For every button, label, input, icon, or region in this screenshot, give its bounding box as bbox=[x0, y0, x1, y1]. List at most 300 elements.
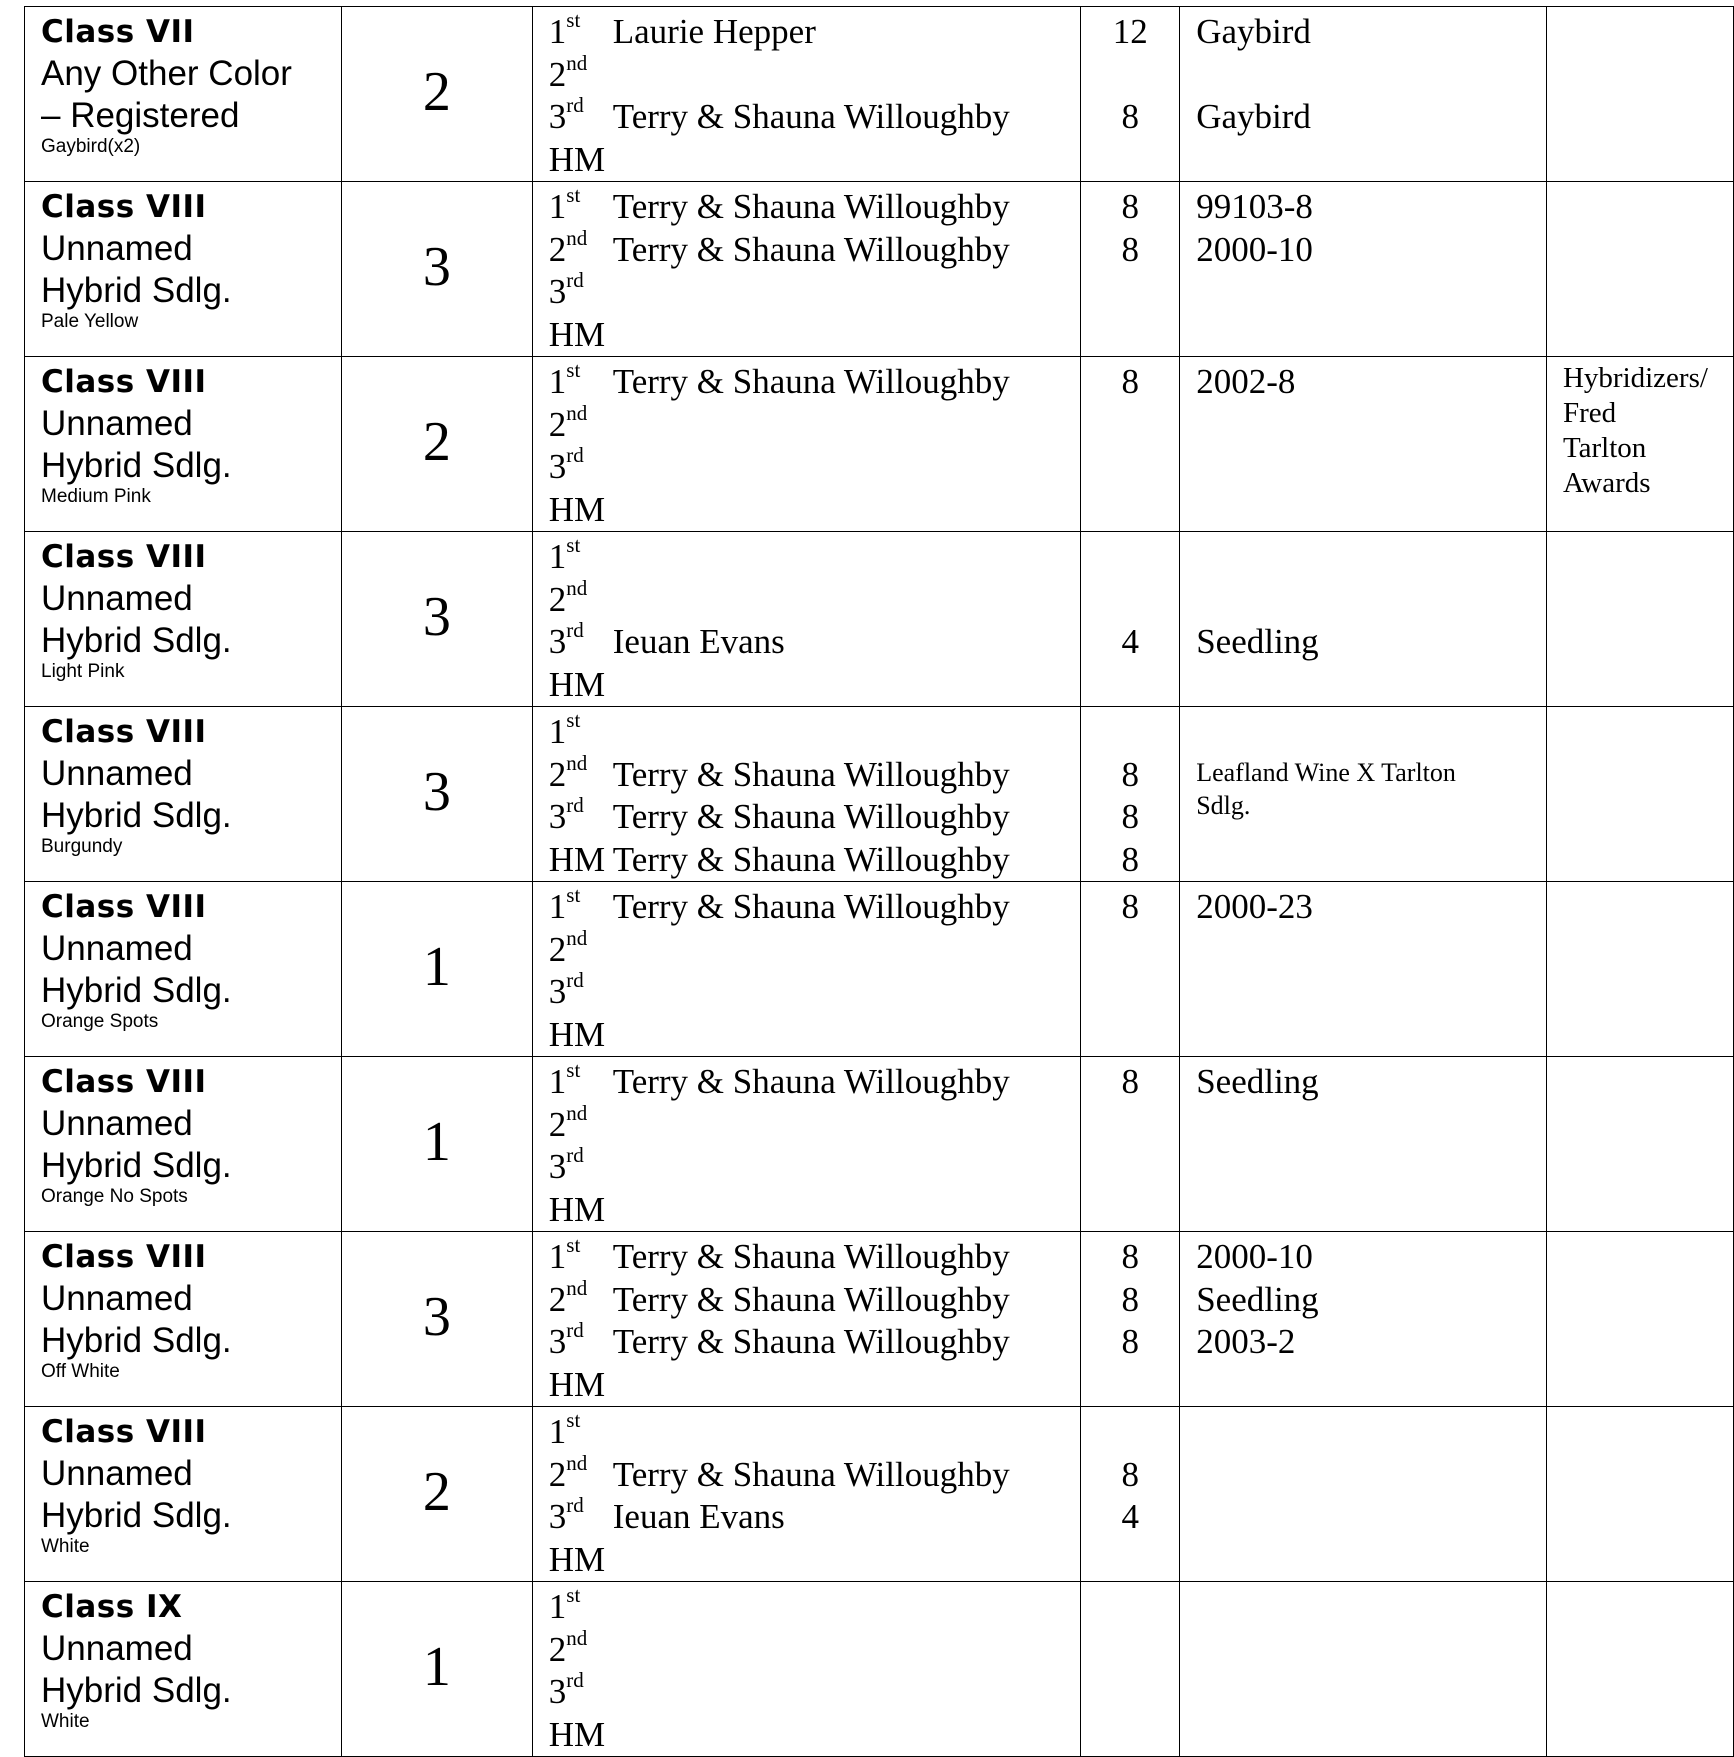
placing-suffix: nd bbox=[566, 1100, 588, 1125]
placing-line bbox=[548, 925, 1081, 972]
placing-ordinal bbox=[548, 968, 613, 1014]
points-value bbox=[1081, 1586, 1179, 1629]
placing-number: HM bbox=[548, 1189, 606, 1229]
variety-name bbox=[1196, 1586, 1546, 1629]
points-value: 4 bbox=[1121, 1497, 1139, 1536]
placing-number: 1 bbox=[548, 1587, 567, 1626]
placings-cell bbox=[532, 1582, 1081, 1757]
points-value bbox=[1081, 1189, 1179, 1232]
points-value: 8 bbox=[1121, 1237, 1139, 1276]
class-cell bbox=[25, 357, 342, 532]
exhibitor-name: Terry & Shauna Willoughby bbox=[612, 754, 1010, 794]
variety-list bbox=[1180, 1057, 1546, 1231]
placing-ordinal bbox=[548, 1450, 613, 1497]
table-row bbox=[25, 1582, 1734, 1757]
notes-list bbox=[1547, 182, 1733, 186]
class-subtitle: Gaybird(x2) bbox=[41, 136, 141, 157]
class-category-line: Unnamed bbox=[41, 929, 193, 968]
class-category-line: Any Other Color bbox=[41, 54, 292, 93]
placing-number: 1 bbox=[548, 1062, 567, 1101]
class-title: Class VIII bbox=[41, 189, 207, 225]
placing-line bbox=[549, 1014, 1081, 1057]
class-title: Class VIII bbox=[41, 714, 207, 750]
placing-suffix: rd bbox=[566, 968, 584, 992]
points-value bbox=[1081, 139, 1179, 182]
placing-suffix: rd bbox=[566, 1668, 584, 1692]
placing-line bbox=[548, 1275, 1081, 1322]
points-value bbox=[1081, 54, 1179, 97]
notes-list bbox=[1547, 707, 1733, 711]
placing-ordinal bbox=[549, 489, 613, 532]
class-title: Class IX bbox=[41, 1589, 183, 1625]
placing-number: HM bbox=[548, 139, 606, 179]
notes-list bbox=[1547, 882, 1733, 886]
entry-count: 2 bbox=[422, 61, 451, 123]
class-cell bbox=[25, 1232, 342, 1407]
placing-number: HM bbox=[548, 664, 606, 704]
placing-number: 1 bbox=[548, 712, 567, 751]
entry-count: 2 bbox=[422, 411, 451, 473]
class-title: Class VIII bbox=[41, 364, 207, 400]
placing-line bbox=[548, 1143, 1081, 1189]
placings-list bbox=[533, 182, 1081, 356]
table-row bbox=[25, 532, 1734, 707]
placing-ordinal bbox=[548, 8, 613, 54]
placing-line bbox=[548, 93, 1081, 139]
placing-suffix: rd bbox=[566, 1318, 584, 1342]
points-cell bbox=[1081, 707, 1180, 882]
placing-ordinal bbox=[549, 1539, 613, 1582]
class-subtitle: Burgundy bbox=[41, 836, 123, 857]
placing-ordinal bbox=[548, 225, 613, 272]
placing-number: 3 bbox=[548, 1147, 567, 1186]
placing-ordinal bbox=[549, 314, 613, 357]
placing-ordinal bbox=[548, 1143, 613, 1189]
placing-number: 1 bbox=[548, 12, 567, 51]
class-cell bbox=[25, 707, 342, 882]
placings-cell bbox=[532, 357, 1081, 532]
class-category-line: Unnamed bbox=[41, 1104, 193, 1143]
placing-suffix: nd bbox=[566, 1625, 588, 1650]
exhibitor-name: Terry & Shauna Willoughby bbox=[612, 839, 1010, 879]
placing-suffix: st bbox=[566, 708, 581, 732]
points-value bbox=[1081, 929, 1179, 972]
placing-suffix: st bbox=[566, 533, 581, 557]
placing-ordinal bbox=[548, 708, 613, 754]
entry-count-cell bbox=[341, 182, 532, 357]
variety-cell bbox=[1180, 182, 1547, 357]
notes-cell bbox=[1546, 182, 1733, 357]
placing-suffix: rd bbox=[566, 268, 584, 292]
class-subtitle: White bbox=[41, 1711, 90, 1732]
variety-name: Seedling bbox=[1196, 1279, 1319, 1319]
results-table bbox=[24, 6, 1734, 1757]
exhibitor-name: Laurie Hepper bbox=[612, 12, 816, 51]
class-cell bbox=[25, 182, 342, 357]
points-value bbox=[1081, 1714, 1179, 1757]
placing-line bbox=[548, 1318, 1081, 1364]
placing-line bbox=[548, 883, 1081, 929]
placing-ordinal bbox=[548, 183, 613, 229]
entry-count: 3 bbox=[422, 761, 451, 823]
placings-cell bbox=[532, 7, 1081, 182]
placing-line bbox=[548, 183, 1081, 229]
placing-line bbox=[548, 575, 1081, 622]
exhibitor-name: Terry & Shauna Willoughby bbox=[612, 187, 1010, 226]
placing-line bbox=[548, 1668, 1081, 1714]
notes-list bbox=[1547, 357, 1733, 501]
variety-name bbox=[1196, 1411, 1546, 1454]
variety-name: 99103-8 bbox=[1196, 187, 1313, 226]
class-category-line: Unnamed bbox=[41, 579, 193, 618]
placing-number: 3 bbox=[548, 622, 567, 661]
points-value: 8 bbox=[1121, 362, 1139, 401]
placing-ordinal bbox=[548, 793, 613, 839]
entry-count-cell bbox=[341, 7, 532, 182]
class-cell bbox=[25, 7, 342, 182]
variety-list bbox=[1180, 357, 1546, 531]
notes-list bbox=[1547, 1407, 1733, 1411]
entry-count: 3 bbox=[422, 236, 451, 298]
variety-note-line: Leafland Wine X Tarlton bbox=[1196, 758, 1456, 787]
variety-name bbox=[1196, 489, 1546, 532]
placing-suffix: rd bbox=[566, 443, 584, 467]
placing-suffix: nd bbox=[566, 225, 588, 250]
placing-number: 2 bbox=[548, 1454, 567, 1494]
placing-number: HM bbox=[548, 1539, 606, 1579]
placing-number: HM bbox=[548, 1014, 606, 1054]
placing-number: 2 bbox=[548, 929, 567, 969]
notes-list bbox=[1547, 532, 1733, 536]
points-value bbox=[1081, 1014, 1179, 1057]
points-value: 8 bbox=[1121, 1454, 1139, 1494]
table-row bbox=[25, 1232, 1734, 1407]
variety-name: Seedling bbox=[1196, 622, 1319, 661]
notes-list bbox=[1547, 1582, 1733, 1586]
points-list bbox=[1081, 7, 1179, 181]
placing-ordinal bbox=[548, 618, 613, 664]
placing-ordinal bbox=[548, 575, 613, 622]
placing-ordinal bbox=[548, 1625, 613, 1672]
points-value bbox=[1081, 314, 1179, 357]
entry-count: 1 bbox=[422, 1636, 451, 1698]
points-value bbox=[1081, 404, 1179, 447]
points-value: 8 bbox=[1121, 1062, 1139, 1101]
placing-suffix: nd bbox=[566, 925, 588, 950]
class-cell bbox=[25, 1057, 342, 1232]
variety-note-line: Sdlg. bbox=[1196, 791, 1251, 820]
variety-list bbox=[1180, 7, 1546, 181]
placings-list bbox=[533, 1407, 1081, 1581]
placing-line bbox=[548, 358, 1081, 404]
table-row bbox=[25, 1407, 1734, 1582]
variety-list bbox=[1180, 532, 1546, 706]
placing-ordinal bbox=[548, 268, 613, 314]
placings-list bbox=[533, 1232, 1081, 1406]
placing-number: 3 bbox=[548, 97, 567, 136]
variety-name bbox=[1196, 139, 1546, 182]
points-value: 8 bbox=[1121, 887, 1139, 926]
points-list bbox=[1081, 1407, 1179, 1581]
variety-list bbox=[1180, 1407, 1546, 1581]
variety-name: Gaybird bbox=[1196, 12, 1311, 51]
class-cell bbox=[25, 532, 342, 707]
placings-list bbox=[533, 357, 1081, 531]
placings-list bbox=[533, 1057, 1081, 1231]
placing-line bbox=[548, 708, 1081, 754]
placing-suffix: st bbox=[566, 1583, 581, 1607]
class-category-line: Hybrid Sdlg. bbox=[41, 1496, 232, 1535]
placing-suffix: st bbox=[566, 883, 581, 907]
variety-cell bbox=[1180, 357, 1547, 532]
class-category-line: Hybrid Sdlg. bbox=[41, 971, 232, 1010]
points-list bbox=[1081, 1057, 1179, 1231]
placing-line bbox=[548, 400, 1081, 447]
variety-name bbox=[1196, 271, 1546, 314]
exhibitor-name: Ieuan Evans bbox=[612, 1497, 785, 1536]
placing-line bbox=[549, 489, 1081, 532]
points-list bbox=[1081, 1232, 1179, 1406]
placing-line bbox=[549, 314, 1081, 357]
placing-suffix: st bbox=[566, 8, 581, 32]
note-line: Hybridizers/ bbox=[1562, 362, 1708, 394]
placing-line bbox=[548, 225, 1081, 272]
class-cell bbox=[25, 1582, 342, 1757]
placings-list bbox=[533, 532, 1081, 706]
placing-line bbox=[549, 1539, 1081, 1582]
placing-ordinal bbox=[549, 139, 613, 182]
entry-count-cell bbox=[341, 707, 532, 882]
placing-ordinal bbox=[548, 925, 613, 972]
variety-cell bbox=[1180, 882, 1547, 1057]
notes-cell bbox=[1546, 1407, 1733, 1582]
variety-name bbox=[1196, 1146, 1546, 1189]
variety-name bbox=[1196, 1496, 1546, 1539]
placing-line bbox=[548, 793, 1081, 839]
placings-list bbox=[533, 707, 1081, 881]
placing-ordinal bbox=[548, 1408, 613, 1454]
points-list bbox=[1081, 532, 1179, 706]
exhibitor-name: Terry & Shauna Willoughby bbox=[612, 1322, 1010, 1361]
points-value bbox=[1081, 271, 1179, 314]
placing-suffix: st bbox=[566, 1408, 581, 1432]
placing-ordinal bbox=[549, 1014, 613, 1057]
variety-name: 2002-8 bbox=[1196, 362, 1296, 401]
exhibitor-name: Terry & Shauna Willoughby bbox=[612, 797, 1010, 836]
placing-ordinal bbox=[548, 1275, 613, 1322]
placing-ordinal bbox=[549, 664, 613, 707]
points-value bbox=[1081, 536, 1179, 579]
placing-line bbox=[549, 1189, 1081, 1232]
placings-cell bbox=[532, 707, 1081, 882]
variety-name: 2000-10 bbox=[1196, 229, 1313, 269]
points-cell bbox=[1081, 357, 1180, 532]
points-value: 8 bbox=[1121, 229, 1139, 269]
points-value bbox=[1081, 664, 1179, 707]
placing-line bbox=[548, 1493, 1081, 1539]
placing-line bbox=[548, 8, 1081, 54]
placing-ordinal bbox=[548, 443, 613, 489]
placing-line bbox=[548, 618, 1081, 664]
notes-cell bbox=[1546, 707, 1733, 882]
variety-name bbox=[1196, 1629, 1546, 1672]
variety-cell bbox=[1180, 532, 1547, 707]
notes-cell bbox=[1546, 1057, 1733, 1232]
class-title: Class VIII bbox=[41, 889, 207, 925]
points-cell bbox=[1081, 1057, 1180, 1232]
points-value: 8 bbox=[1121, 797, 1139, 836]
variety-list bbox=[1180, 1232, 1546, 1406]
placing-ordinal bbox=[548, 750, 613, 797]
variety-list bbox=[1180, 182, 1546, 356]
placing-suffix: st bbox=[566, 1058, 581, 1082]
placing-line bbox=[548, 1408, 1081, 1454]
points-list bbox=[1081, 1582, 1179, 1756]
placing-suffix: rd bbox=[566, 793, 584, 817]
placing-suffix: st bbox=[566, 183, 581, 207]
class-category-line: Unnamed bbox=[41, 754, 193, 793]
placing-number: 1 bbox=[548, 1237, 567, 1276]
exhibitor-name: Terry & Shauna Willoughby bbox=[612, 97, 1010, 136]
variety-cell bbox=[1180, 707, 1547, 882]
notes-cell bbox=[1546, 1582, 1733, 1757]
points-value bbox=[1081, 1104, 1179, 1147]
class-category-line: Hybrid Sdlg. bbox=[41, 271, 232, 310]
variety-name: 2000-23 bbox=[1196, 887, 1313, 926]
points-cell bbox=[1081, 1582, 1180, 1757]
class-category-line: Hybrid Sdlg. bbox=[41, 1146, 232, 1185]
placing-line bbox=[549, 139, 1081, 182]
exhibitor-name: Terry & Shauna Willoughby bbox=[612, 362, 1010, 401]
note-line: Fred bbox=[1562, 397, 1617, 429]
points-list bbox=[1081, 182, 1179, 356]
variety-name bbox=[1196, 1454, 1546, 1497]
points-list bbox=[1081, 882, 1179, 1056]
table-row bbox=[25, 707, 1734, 882]
placing-number: 3 bbox=[548, 1672, 567, 1711]
points-cell bbox=[1081, 182, 1180, 357]
placing-number: 3 bbox=[548, 1322, 567, 1361]
class-category-line: Unnamed bbox=[41, 229, 193, 268]
placing-ordinal bbox=[548, 533, 613, 579]
table-row bbox=[25, 182, 1734, 357]
class-category-line: Hybrid Sdlg. bbox=[41, 1321, 232, 1360]
placing-number: 3 bbox=[548, 272, 567, 311]
placing-suffix: rd bbox=[566, 1143, 584, 1167]
exhibitor-name: Terry & Shauna Willoughby bbox=[612, 887, 1010, 926]
variety-name bbox=[1196, 664, 1546, 707]
class-subtitle: Light Pink bbox=[41, 661, 125, 682]
placing-suffix: nd bbox=[566, 400, 588, 425]
notes-list bbox=[1547, 1232, 1733, 1236]
points-value bbox=[1081, 1411, 1179, 1454]
points-value: 4 bbox=[1121, 622, 1139, 661]
placing-ordinal bbox=[548, 358, 613, 404]
placing-ordinal bbox=[548, 50, 613, 97]
entry-count: 3 bbox=[422, 1286, 451, 1348]
placing-number: 2 bbox=[548, 229, 567, 269]
notes-cell bbox=[1546, 1232, 1733, 1407]
class-title: Class VIII bbox=[41, 1414, 207, 1450]
notes-cell bbox=[1546, 7, 1733, 182]
placing-line bbox=[548, 1583, 1081, 1629]
entry-count-cell bbox=[341, 1407, 532, 1582]
class-cell bbox=[25, 1407, 342, 1582]
variety-note bbox=[1180, 707, 1546, 822]
placing-suffix: nd bbox=[566, 575, 588, 600]
placing-number: HM bbox=[548, 314, 606, 354]
class-title: Class VIII bbox=[41, 1064, 207, 1100]
points-value bbox=[1081, 1671, 1179, 1714]
placing-line bbox=[549, 1714, 1081, 1757]
notes-list bbox=[1547, 1057, 1733, 1061]
placing-suffix: nd bbox=[566, 1450, 588, 1475]
class-subtitle: Off White bbox=[41, 1361, 120, 1382]
variety-name: Gaybird bbox=[1196, 97, 1311, 136]
placing-suffix: rd bbox=[566, 1493, 584, 1517]
variety-name bbox=[1196, 1104, 1546, 1147]
placing-line bbox=[549, 839, 1081, 882]
class-subtitle: White bbox=[41, 1536, 90, 1557]
placing-ordinal bbox=[548, 1100, 613, 1147]
placing-ordinal bbox=[548, 1493, 613, 1539]
table-row bbox=[25, 1057, 1734, 1232]
variety-name: Seedling bbox=[1196, 1062, 1319, 1101]
entry-count-cell bbox=[341, 532, 532, 707]
variety-name bbox=[1196, 314, 1546, 357]
placing-ordinal bbox=[548, 93, 613, 139]
placing-number: 1 bbox=[548, 362, 567, 401]
variety-cell bbox=[1180, 1232, 1547, 1407]
notes-list bbox=[1547, 7, 1733, 11]
placings-cell bbox=[532, 182, 1081, 357]
placing-number: 3 bbox=[548, 797, 567, 836]
placing-ordinal bbox=[548, 1583, 613, 1629]
points-list bbox=[1081, 357, 1179, 531]
placing-number: 2 bbox=[548, 54, 567, 94]
points-value bbox=[1081, 1146, 1179, 1189]
placing-number: HM bbox=[548, 839, 606, 879]
variety-name bbox=[1196, 404, 1546, 447]
placing-suffix: st bbox=[566, 1233, 581, 1257]
placing-ordinal bbox=[548, 1318, 613, 1364]
placing-line bbox=[548, 968, 1081, 1014]
placing-suffix: nd bbox=[566, 1275, 588, 1300]
entry-count: 3 bbox=[422, 586, 451, 648]
class-subtitle: Orange Spots bbox=[41, 1011, 159, 1032]
entry-count-cell bbox=[341, 1057, 532, 1232]
placing-suffix: st bbox=[566, 358, 581, 382]
placing-line bbox=[548, 533, 1081, 579]
points-value: 12 bbox=[1112, 12, 1148, 51]
placing-line bbox=[549, 664, 1081, 707]
variety-cell bbox=[1180, 1407, 1547, 1582]
placing-number: 3 bbox=[548, 1497, 567, 1536]
class-category-line: Unnamed bbox=[41, 1629, 193, 1668]
variety-name bbox=[1196, 446, 1546, 489]
placing-suffix: nd bbox=[566, 750, 588, 775]
points-value bbox=[1081, 579, 1179, 622]
placing-suffix: nd bbox=[566, 50, 588, 75]
placing-ordinal bbox=[548, 1058, 613, 1104]
placing-number: 1 bbox=[548, 537, 567, 576]
results-table-body bbox=[25, 7, 1734, 1757]
placing-number: 2 bbox=[548, 579, 567, 619]
placing-line bbox=[549, 1364, 1081, 1407]
placing-number: HM bbox=[548, 1364, 606, 1404]
class-title: Class VII bbox=[41, 14, 195, 50]
placing-ordinal bbox=[548, 1668, 613, 1714]
